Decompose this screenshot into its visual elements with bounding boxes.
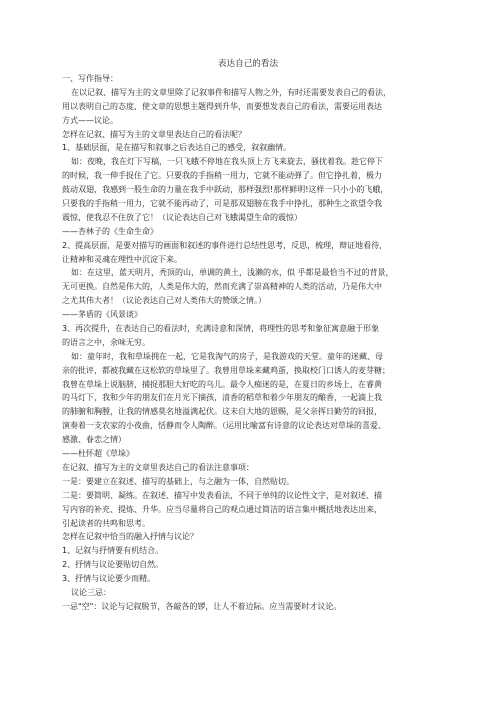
text-line: 只要我的手指稍一用力，它就不能再动了，可是那双翅膀在我手中挣扎，那种生之欲望令我	[62, 199, 382, 209]
text-line: 方式——议论。	[62, 115, 118, 125]
text-line: 3、抒情与议论要少而精。	[62, 574, 156, 584]
text-line: ——杜怀超《草垛》	[62, 449, 134, 459]
text-line: 震惊，使我忍不住放了它！（议论表达自己对飞蛾渴望生命的震惊）	[62, 212, 302, 222]
text-line: 一是：要建立在叙述、描写的基础上，与之融为一体，自然贴切。	[62, 476, 294, 486]
text-line: 2、抒情与议论要贴切自然。	[62, 560, 164, 570]
text-line: 无可更换。自然是伟大的，人类是伟大的，然而充满了崇高精神的人类的活动，乃是伟大中	[62, 282, 382, 292]
text-line: 1、记叙与抒情要有机结合。	[62, 546, 164, 556]
text-line: 在记叙、描写为主的文章里表达自己的看法注意事项：	[62, 462, 254, 472]
text-line: 用以表明自己的态度，使文章的思想主题得到升华，而要想发表自己的看法，需要运用表达	[62, 101, 382, 111]
text-line: 议论三忌：	[71, 587, 111, 597]
document-body	[62, 72, 448, 614]
text-line: 的肺腑和胸膛，让我的情感莫名地溢满起伏。这未自大地的恩赐，是父亲挥日勤劳的回报，	[62, 407, 382, 417]
text-line: 3、再次提升，在表达自己的看法时，充满诗意和深情，将理性的思考和象征寓意融于形象	[62, 324, 380, 334]
text-line: 的语言之中，余味无穷。	[62, 337, 150, 347]
text-line: 之尤其伟大者！（议论表达自己对人类伟大的赞颂之情。）	[62, 296, 266, 306]
text-line: 如：童年时，我和草垛拥在一起，它是我淘气的房子，是我游戏的天堂。童年的迷藏、母	[71, 351, 383, 361]
text-line: 在以记叙、描写为主的文章里除了记叙事件和描写人物之外，有时还需要发表自己的看法，	[71, 87, 391, 97]
text-line: 感激、眷恋之情）	[62, 435, 126, 445]
text-line: 让精神和灵魂在理性中沉淀下来。	[62, 254, 182, 264]
text-line: 鼓动双翅，我感到一股生命的力量在我手中跃动，那样强烈!那样鲜明!这样一只小小的飞蛾，	[62, 185, 389, 195]
text-line: 1、基础层面，是在描写和叙事之后表达自己的感受，叙叙幽情。	[62, 143, 292, 153]
document-title: 表达自己的看法	[217, 59, 279, 69]
text-line: ——杏林子的《生命生命》	[62, 226, 158, 236]
text-line: 一忌"空"：议论与记叙脱节，各敲各的锣，让人不着边际。应当需要时才议论。	[62, 601, 342, 611]
text-line: 如：在这里，蓝天明月，秃顶的山，单调的黄土，浅濑的水，似 乎都是最恰当不过的背景，	[71, 268, 394, 278]
text-line: 的时候，我一伸手捉住了它。只要我的手指稍一用力，它就不能动弹了。但它挣扎着，极力	[62, 171, 382, 181]
text-line: 一、写作指导：	[62, 74, 118, 83]
text-line: 亲的批评，都被我藏在这松软的草垛里了。我曾用草垛来藏鸡蛋，换取校门口诱人的麦芽糖；	[62, 365, 390, 375]
text-line: 二是：要简明、凝练。在叙述、描写中发表看法，不同于单纯的议论性文字，是对叙述、描	[62, 490, 382, 500]
text-line: 怎样在记叙、描写为主的文章里表达自己的看法呢？	[62, 129, 246, 139]
text-line: 演奏着一支农家的小夜曲，恬静而令人陶醉。（运用比喻富有诗意的议论表达对草垛的喜爱、	[62, 421, 386, 431]
text-line: 写内容的补充、提炼、升华。应当尽量将自己的观点通过简洁的语言集中概括地表达出来，	[62, 504, 382, 514]
text-line: ——茅盾的《风景谈》	[62, 310, 142, 320]
text-line: 如：夜晚，我在灯下写稿，一只飞蛾不停地在我头顶上方飞来旋去，骚扰着我。趁它停下	[71, 157, 383, 167]
text-line: 我曾在草垛上说脑脐，捕捉那胆大好吃的乌儿。最令人痴迷的是，在夏日的乡场上，在睿黄	[62, 379, 382, 389]
text-line: 引起读者的共鸣和思考。	[62, 518, 150, 528]
text-line: 怎样在记叙中恰当的融入抒情与议论？	[62, 532, 198, 542]
text-line: 的马灯下，我和少年的朋友们在月光下摘孩，清香的稻草和着少年朋友的酿香，一起滴上我	[62, 393, 382, 403]
text-line: 2、提高层面，是要对描写的画面和叙述的事件进行总结性思考，反思，梳理，辩证地看待，	[62, 240, 388, 250]
